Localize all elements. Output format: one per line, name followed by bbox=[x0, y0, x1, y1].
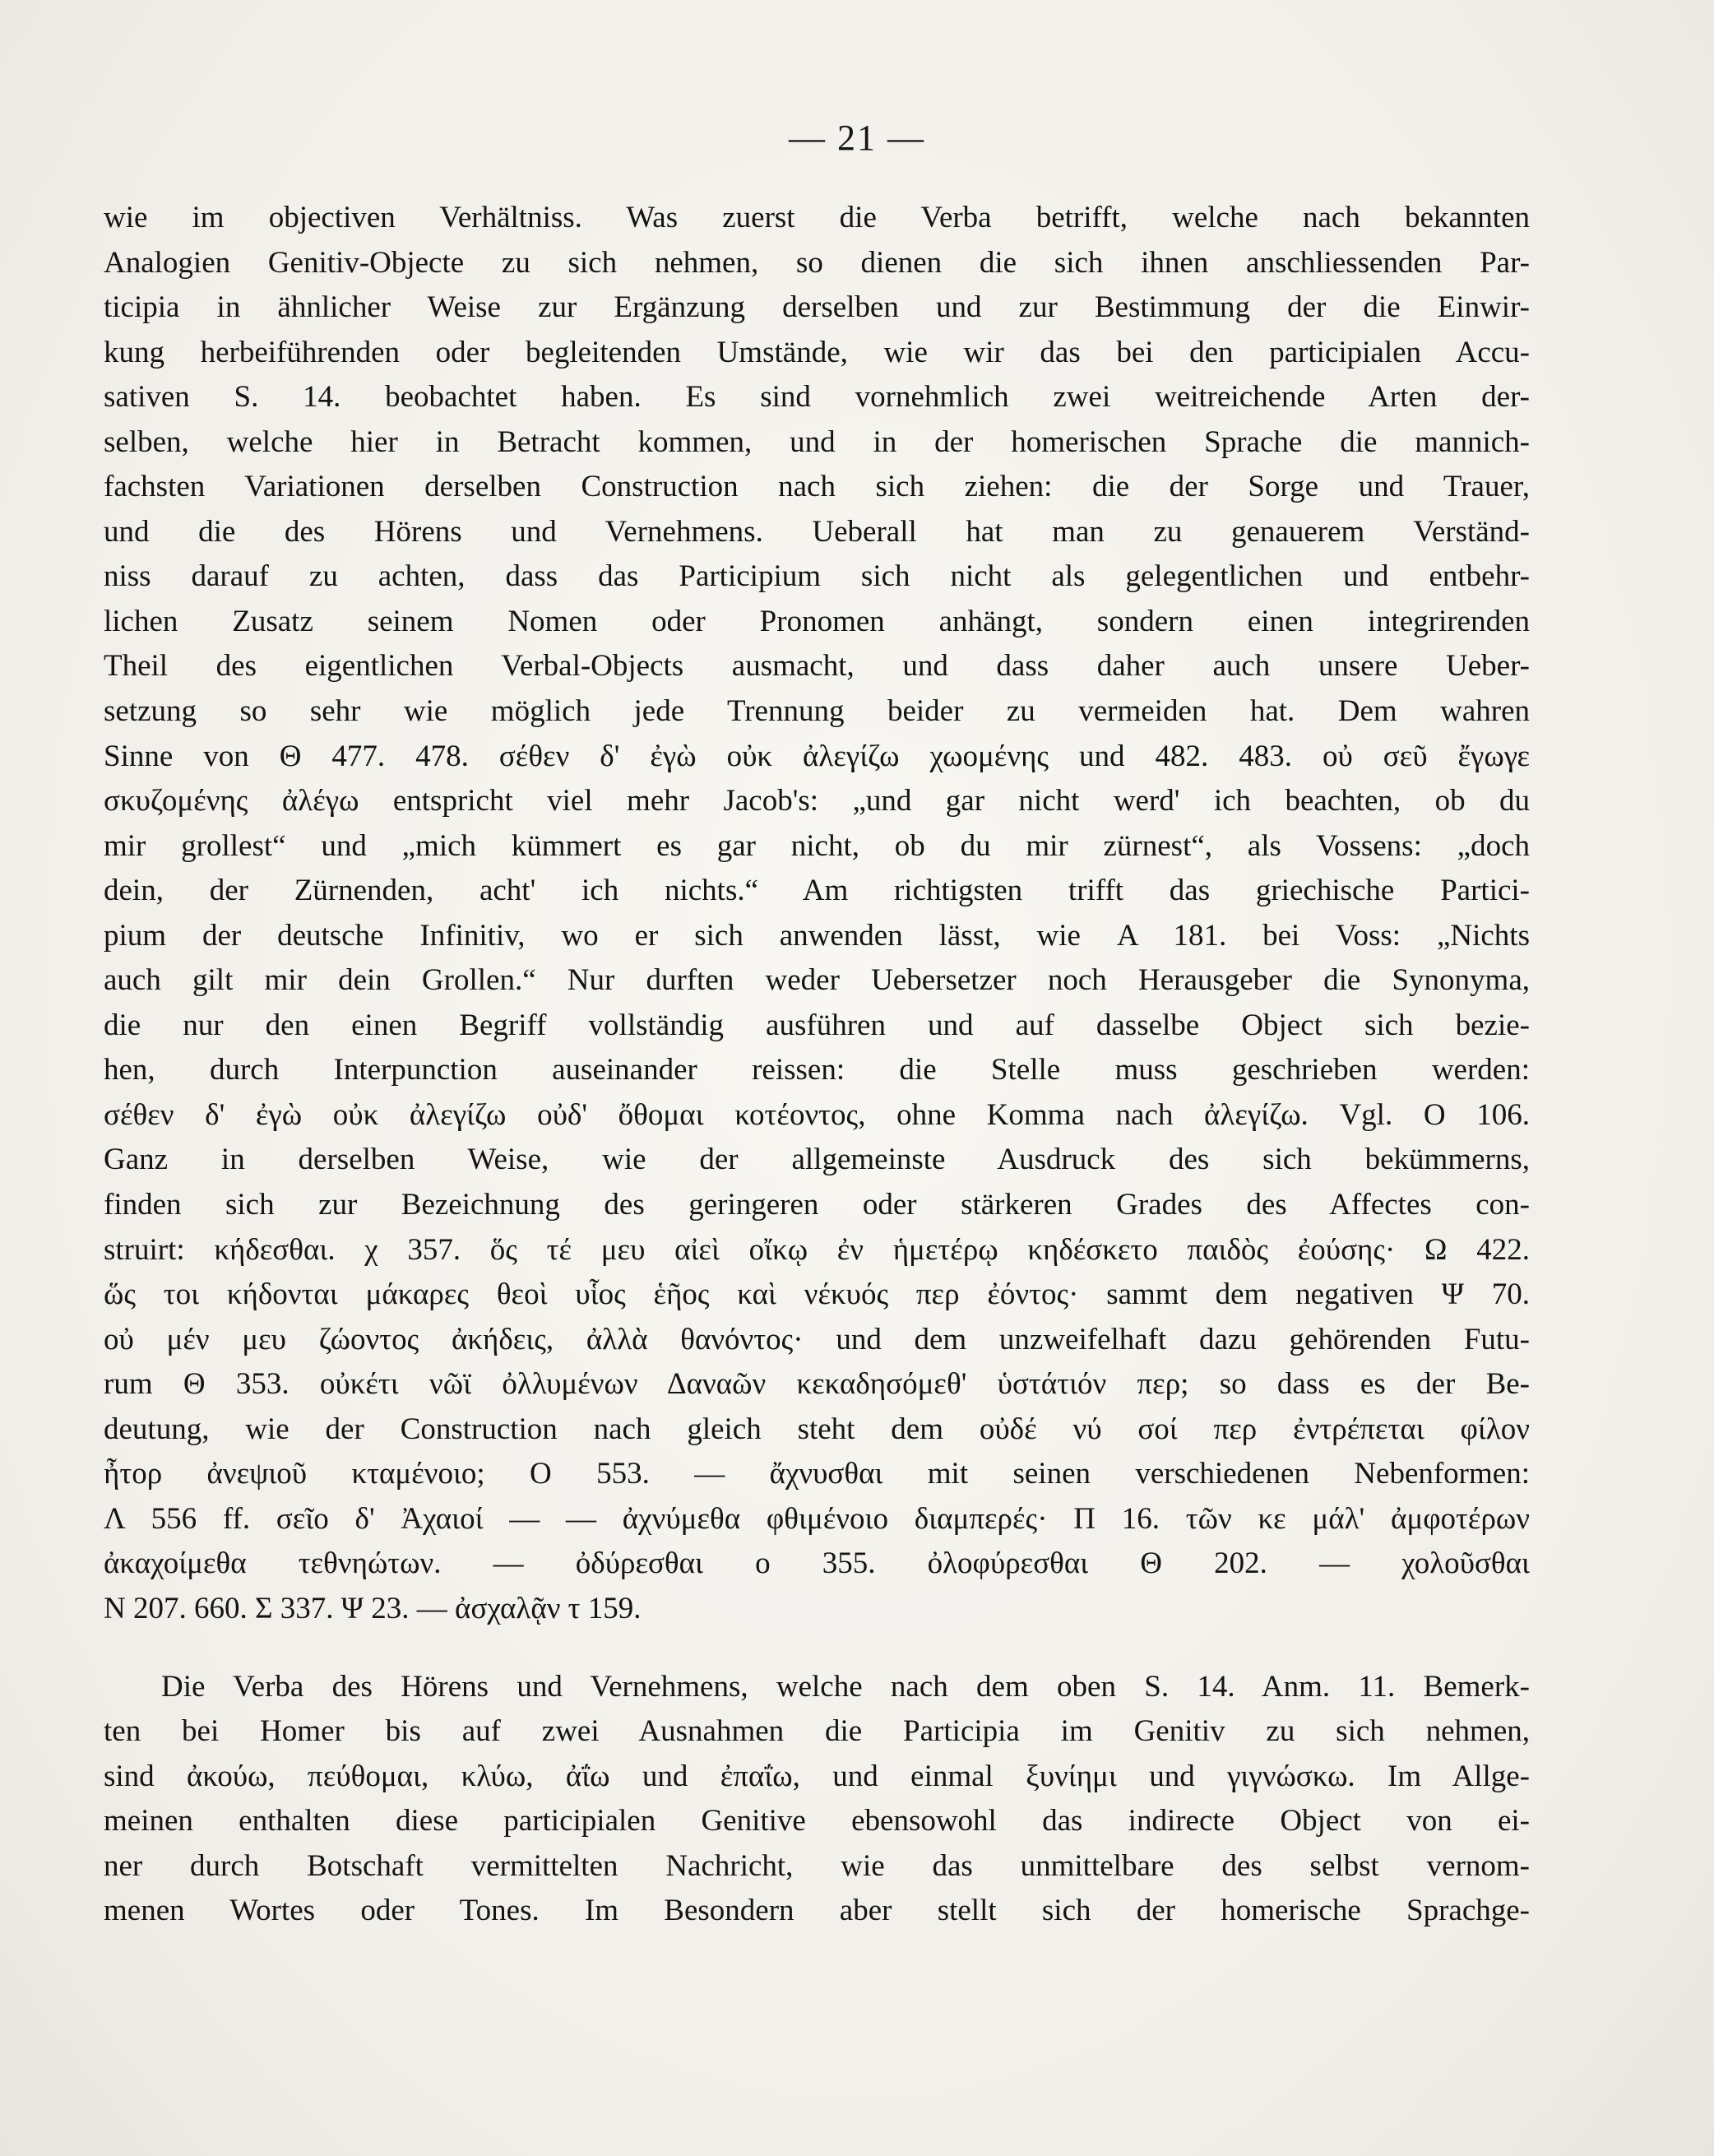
body-text bbox=[104, 196, 1530, 1934]
text-line: Ν 207. 660. Σ 337. Ψ 23. — ἀσχαλᾷν τ 159. bbox=[104, 1591, 642, 1625]
text-line: finden sich zur Bezeichnung des geringeren oder stärkeren Grades des Affectes con- bbox=[104, 1188, 1530, 1222]
text-line: struirt: κήδεσθαι. χ 357. ὅς τέ μευ αἰεὶ οἴκῳ ἐν ἡμετέρῳ κηδέσκετο παιδὸς ἐούσης· Ω 422. bbox=[104, 1232, 1530, 1267]
text-line: wie im objectiven Verhältniss. Was zuerst die Verba betrifft, welche nach bekannten bbox=[104, 201, 1530, 234]
paragraph-1 bbox=[104, 196, 1530, 1632]
text-line: Die Verba des Hörens und Vernehmens, welche nach dem oben S. 14. Anm. 11. Bemerk- bbox=[161, 1669, 1530, 1704]
text-line: Ganz in derselben Weise, wie der allgemeinste Ausdruck des sich bekümmerns, bbox=[104, 1143, 1530, 1177]
text-line: auch gilt mir dein Grollen.“ Nur durften weder Uebersetzer noch Herausgeber die Synonyma, bbox=[104, 963, 1530, 998]
text-line: dein, der Zürnenden, acht' ich nichts.“ Am richtigsten trifft das griechische Partici- bbox=[104, 874, 1530, 908]
text-line: niss darauf zu achten, dass das Participium sich nicht als gelegentlichen und entbehr- bbox=[104, 559, 1530, 594]
text-line: und die des Hörens und Vernehmens. Ueberall hat man zu genauerem Verständ- bbox=[104, 514, 1530, 549]
text-line: Theil des eigentlichen Verbal-Objects ausmacht, und dass daher auch unsere Ueber- bbox=[104, 649, 1530, 684]
text-line: σκυζομένης ἀλέγω entspricht viel mehr Jacob's: „und gar nicht werd' ich beachten, ob du bbox=[104, 784, 1530, 818]
text-line: ten bei Homer bis auf zwei Ausnahmen die Participia im Genitiv zu sich nehmen, bbox=[104, 1714, 1530, 1749]
text-line: sind ἀκούω, πεύθομαι, κλύω, ἀΐω und ἐπαΐω, und einmal ξυνίημι und γιγνώσκω. Im Allge- bbox=[104, 1759, 1530, 1793]
text-line: kung herbeiführenden oder begleitenden Umstände, wie wir das bei den participialen Accu- bbox=[104, 335, 1530, 369]
text-line: mir grollest“ und „mich kümmert es gar nicht, ob du mir zürnest“, als Vossens: „doch bbox=[104, 828, 1530, 863]
text-line: σέθεν δ' ἐγὼ οὐκ ἀλεγίζω οὐδ' ὄθομαι κοτέοντος, ohne Komma nach ἀλεγίζω. Vgl. Ο 106. bbox=[104, 1097, 1530, 1132]
text-line: hen, durch Interpunction auseinander reissen: die Stelle muss geschrieben werden: bbox=[104, 1053, 1530, 1087]
text-line: ticipia in ähnlicher Weise zur Ergänzung derselben und zur Bestimmung der die Einwir- bbox=[104, 290, 1530, 325]
text-line: ἀκαχοίμεθα τεθνηώτων. — ὀδύρεσθαι ο 355. ὀλοφύρεσθαι Θ 202. — χολοῦσθαι bbox=[104, 1546, 1530, 1581]
text-line: ἦτορ ἀνεψιοῦ κταμένοιο; Ο 553. — ἄχνυσθαι mit seinen verschiedenen Nebenformen: bbox=[104, 1457, 1530, 1491]
paragraph-gap bbox=[104, 1632, 1530, 1665]
text-line: Λ 556 ff. σεῖο δ' Ἀχαιοί — — ἀχνύμεθα φθιμένοιο διαμπερές· Π 16. τῶν κε μάλ' ἀμφοτέρων bbox=[104, 1501, 1530, 1536]
text-line: die nur den einen Begriff vollständig ausführen und auf dasselbe Object sich bezie- bbox=[104, 1008, 1530, 1042]
text-line: Analogien Genitiv-Objecte zu sich nehmen, so dienen die sich ihnen anschliessenden Par- bbox=[104, 245, 1530, 280]
text-line: Sinne von Θ 477. 478. σέθεν δ' ἐγὼ οὐκ ἀλεγίζω χωομένης und 482. 483. οὐ σεῦ ἔγωγε bbox=[104, 739, 1530, 773]
text-line: meinen enthalten diese participialen Genitive ebensowohl das indirecte Object von ei- bbox=[104, 1804, 1530, 1838]
text-line: ὥς τοι κήδονται μάκαρες θεοὶ υἷος ἑῆος καὶ νέκυός περ ἐόντος· sammt dem negativen Ψ 70. bbox=[104, 1277, 1530, 1312]
text-line: fachsten Variationen derselben Construction nach sich ziehen: die der Sorge und Trauer, bbox=[104, 470, 1530, 504]
text-line: deutung, wie der Construction nach gleich steht dem οὐδέ νύ σοί περ ἐντρέπεται φίλον bbox=[104, 1412, 1530, 1446]
page-number: — 21 — bbox=[789, 118, 925, 158]
text-line: sativen S. 14. beobachtet haben. Es sind vornehmlich zwei weitreichende Arten der- bbox=[104, 380, 1530, 415]
text-line: οὐ μέν μευ ζώοντος ἀκήδεις, ἀλλὰ θανόντος· und dem unzweifelhaft dazu gehörenden Futu- bbox=[104, 1322, 1530, 1356]
text-line: menen Wortes oder Tones. Im Besondern aber stellt sich der homerische Sprachge- bbox=[104, 1894, 1530, 1928]
text-line: pium der deutsche Infinitiv, wo er sich anwenden lässt, wie Α 181. bei Voss: „Nichts bbox=[104, 918, 1530, 953]
text-line: lichen Zusatz seinem Nomen oder Pronomen anhängt, sondern einen integrirenden bbox=[104, 604, 1530, 638]
text-line: selben, welche hier in Betracht kommen, und in der homerischen Sprache die mannich- bbox=[104, 424, 1530, 459]
text-line: setzung so sehr wie möglich jede Trennung beider zu vermeiden hat. Dem wahren bbox=[104, 694, 1530, 729]
text-line: ner durch Botschaft vermittelten Nachricht, wie das unmittelbare des selbst vernom- bbox=[104, 1848, 1530, 1883]
text-line: rum Θ 353. οὐκέτι νῶϊ ὀλλυμένων Δαναῶν κεκαδησόμεθ' ὑστάτιόν περ; so dass es der Be- bbox=[104, 1367, 1530, 1402]
paragraph-2 bbox=[104, 1665, 1530, 1934]
